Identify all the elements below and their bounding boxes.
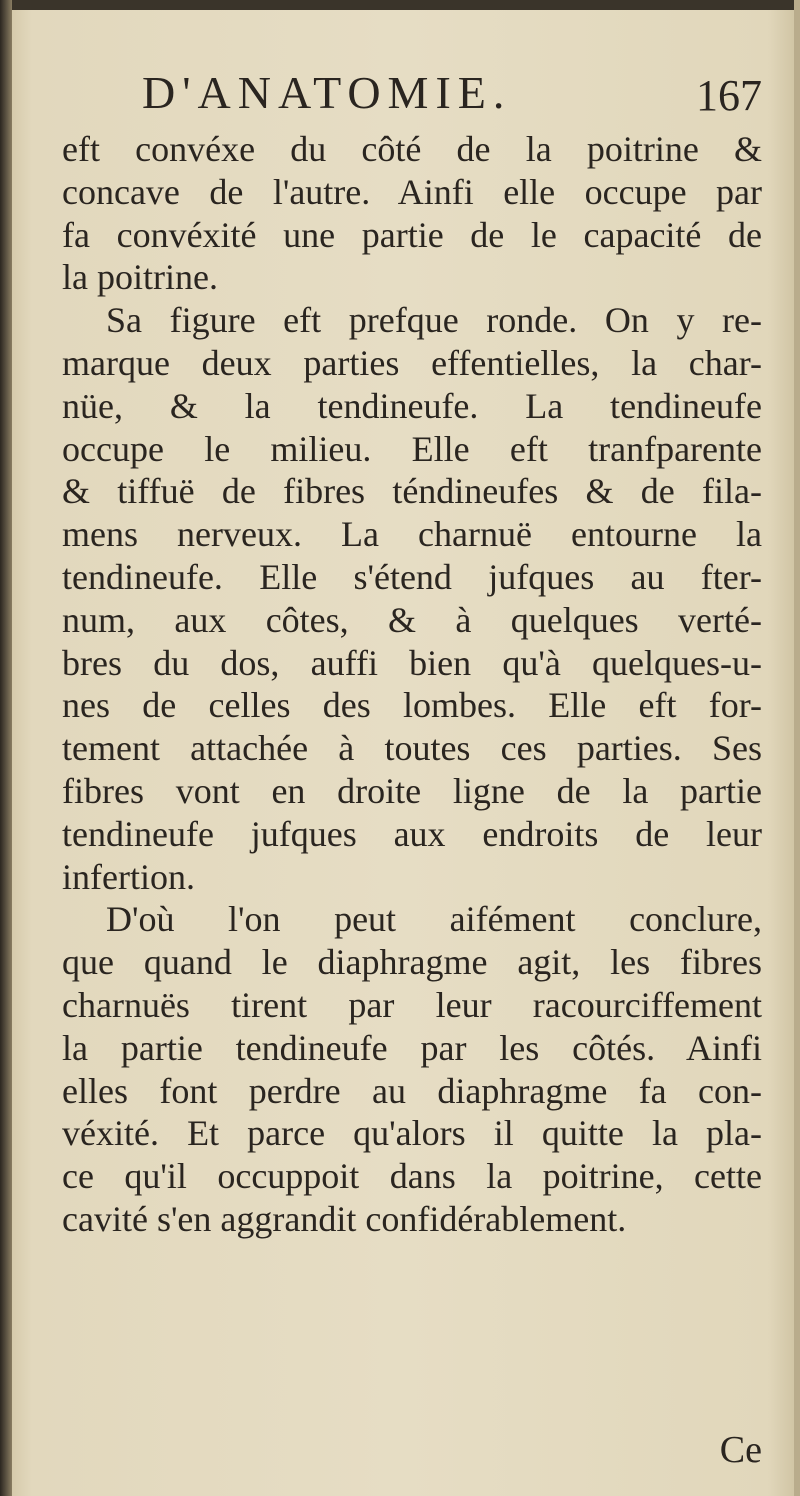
- text-line: marque deux parties effentielles, la char-: [62, 342, 762, 383]
- text-line: nes de celles des lombes. Elle eft for-: [62, 685, 762, 726]
- running-head-title: D'ANATOMIE.: [142, 67, 512, 118]
- text-line: Sa figure eft prefque ronde. On y re-: [106, 300, 762, 341]
- text-line: véxité. Et parce qu'alors il quitte la pla-: [62, 1113, 762, 1154]
- text-line: fa convéxité une partie de le capacité de: [62, 214, 762, 255]
- paragraph-1: [62, 128, 762, 299]
- paragraph-2: [62, 299, 762, 898]
- text-line: elles font perdre au diaphragme fa con-: [62, 1070, 762, 1111]
- text-line: concave de l'autre. Ainfi elle occupe par: [62, 171, 762, 212]
- text-line: & tiffuë de fibres téndineufes & de fila-: [62, 471, 762, 512]
- page-number: 167: [696, 71, 762, 120]
- text-line: cavité s'en aggrandit confidérablement.: [62, 1198, 627, 1239]
- text-line: bres du dos, auffi bien qu'à quelques-u-: [62, 642, 762, 683]
- text-line: tendineufe. Elle s'étend jufques au fter-: [62, 556, 762, 597]
- text-line: fibres vont en droite ligne de la partie: [62, 770, 762, 811]
- text-line: occupe le milieu. Elle eft tranfparente: [62, 428, 762, 469]
- binding-gutter: [0, 0, 12, 1496]
- text-line: tement attachée à toutes ces parties. Ses: [62, 728, 762, 769]
- text-line: que quand le diaphragme agit, les fibres: [62, 942, 762, 983]
- paragraph-3: [62, 898, 762, 1240]
- text-line: la partie tendineufe par les côtés. Ainfi: [62, 1027, 762, 1068]
- text-line: infertion.: [62, 856, 195, 897]
- body-text: [62, 128, 762, 1241]
- text-line: D'où l'on peut aifément conclure,: [106, 899, 762, 940]
- text-line: mens nerveux. La charnuë entourne la: [62, 514, 762, 555]
- text-line: charnuës tirent par leur racourciffement: [62, 984, 762, 1025]
- text-line: tendineufe jufques aux endroits de leur: [62, 813, 762, 854]
- catchword: Ce: [719, 1429, 762, 1471]
- text-line: ce qu'il occuppoit dans la poitrine, cette: [62, 1156, 762, 1197]
- text-line: nüe, & la tendineufe. La tendineufe: [62, 385, 762, 426]
- text-line: num, aux côtes, & à quelques verté-: [62, 599, 762, 640]
- text-line: eft convéxe du côté de la poitrine &: [62, 129, 762, 169]
- running-head: [142, 66, 762, 126]
- page-right-edge: [794, 0, 800, 1496]
- text-line: la poitrine.: [62, 257, 218, 298]
- page-top-edge: [0, 0, 800, 10]
